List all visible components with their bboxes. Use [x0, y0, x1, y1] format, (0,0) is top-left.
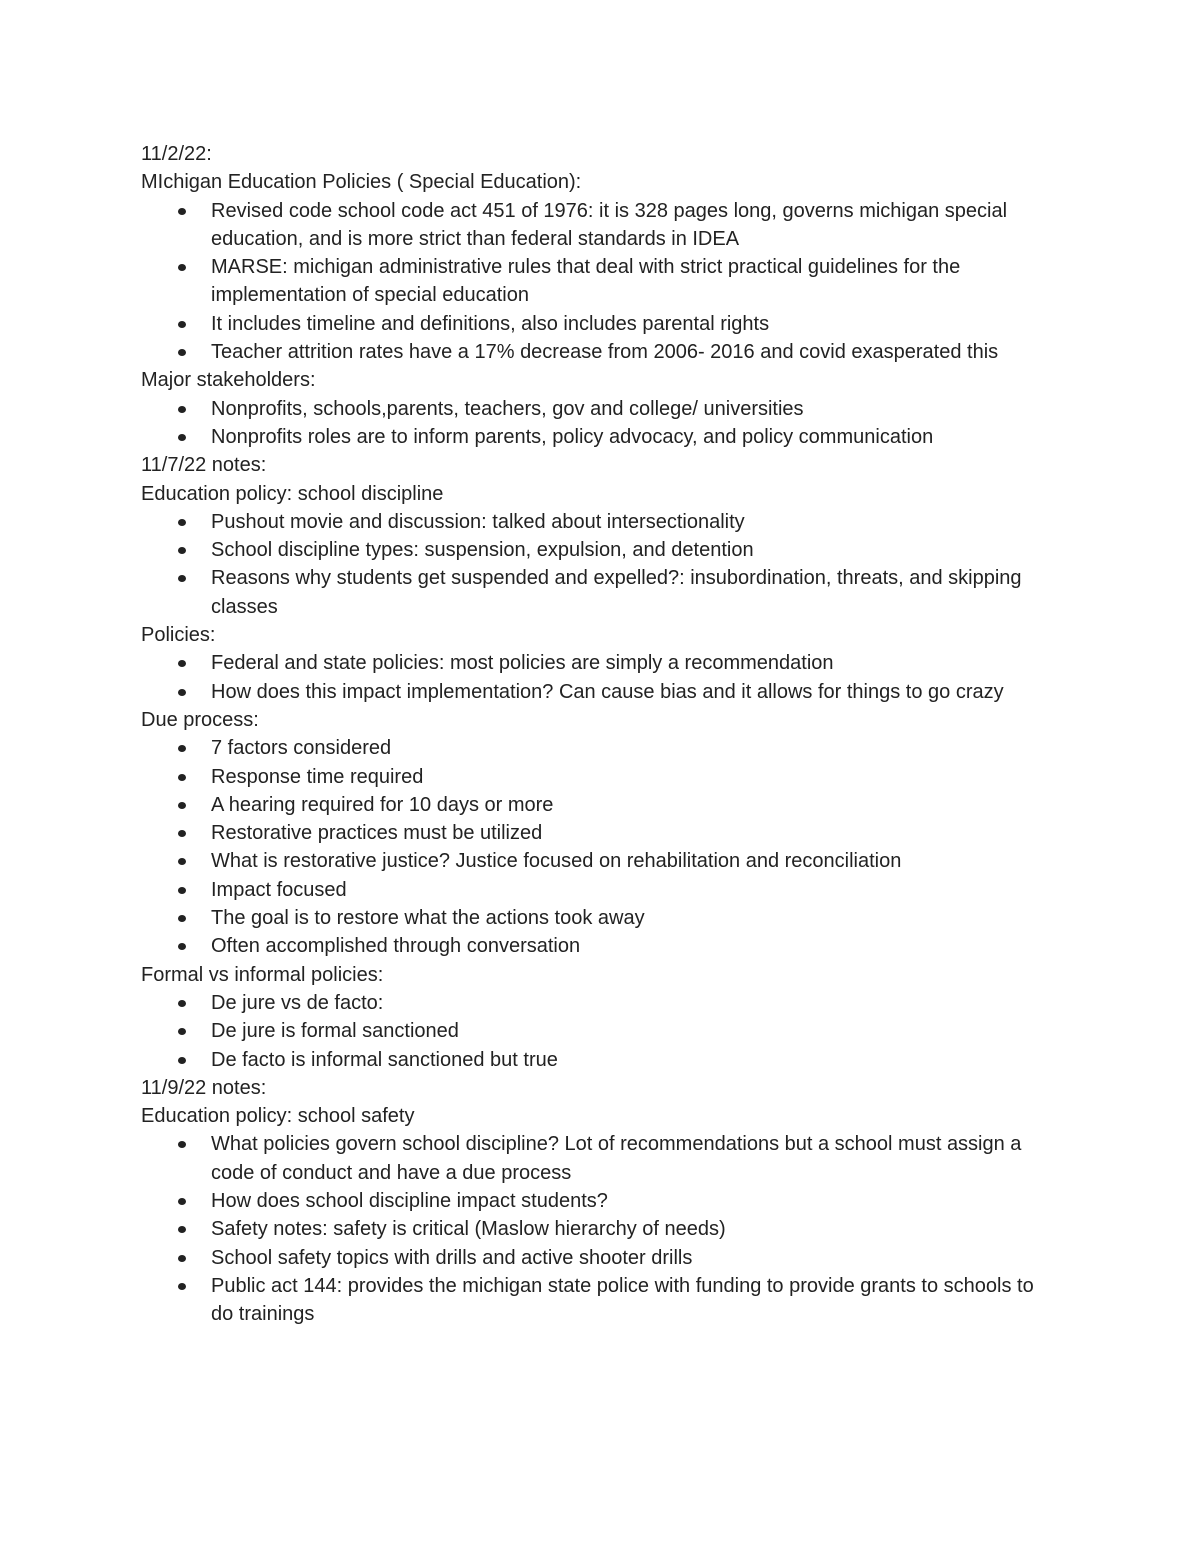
bullet-dot-icon [178, 406, 186, 413]
note-heading-line: Due process: [141, 708, 259, 731]
bullet-list [141, 734, 1041, 960]
list-item-text: What policies govern school discipline? Lot of recommendations but a school must assign a code of conduct and have a due process [211, 1133, 1022, 1184]
list-item-text: De jure vs de facto: [211, 991, 384, 1014]
note-heading-line: MIchigan Education Policies ( Special Education): [141, 171, 582, 194]
note-heading-line: 11/2/22: [141, 143, 212, 165]
list-item [141, 423, 1041, 451]
list-item-text: Often accomplished through conversation [211, 935, 581, 958]
list-item [141, 734, 1041, 762]
list-item-text: Restorative practices must be utilized [211, 822, 543, 845]
bullet-dot-icon [178, 321, 186, 328]
bullet-dot-icon [178, 774, 186, 781]
list-item [141, 310, 1041, 338]
bullet-dot-icon [178, 1226, 186, 1233]
list-item-text: MARSE: michigan administrative rules that deal with strict practical guidelines for the implementation of special education [211, 256, 961, 307]
list-item [141, 649, 1041, 677]
bullet-dot-icon [178, 547, 186, 554]
list-item-text: How does school discipline impact students? [211, 1189, 608, 1212]
bullet-dot-icon [178, 1283, 186, 1290]
list-item-text: Reasons why students get suspended and expelled?: insubordination, threats, and skipping classes [211, 567, 1022, 618]
list-item [141, 1130, 1041, 1187]
list-item-text: It includes timeline and definitions, also includes parental rights [211, 312, 770, 335]
list-item [141, 1215, 1041, 1243]
bullet-dot-icon [178, 830, 186, 837]
bullet-list [141, 395, 1041, 452]
list-item [141, 847, 1041, 875]
note-heading-line: Education policy: school discipline [141, 482, 444, 505]
bullet-dot-icon [178, 858, 186, 865]
notes-content [141, 140, 1041, 1328]
bullet-dot-icon [178, 1057, 186, 1064]
list-item [141, 819, 1041, 847]
list-item [141, 876, 1041, 904]
list-item-text: What is restorative justice? Justice focused on rehabilitation and reconciliation [211, 850, 902, 873]
list-item [141, 536, 1041, 564]
bullet-dot-icon [178, 943, 186, 950]
bullet-list [141, 508, 1041, 621]
note-heading-line: Education policy: school safety [141, 1105, 415, 1128]
bullet-dot-icon [178, 1255, 186, 1262]
list-item-text: Revised code school code act 451 of 1976: it is 328 pages long, governs michigan special education, and is more strict than federal standards in IDEA [211, 199, 1008, 250]
list-item-text: The goal is to restore what the actions took away [211, 907, 645, 930]
list-item-text: A hearing required for 10 days or more [211, 793, 554, 816]
bullet-dot-icon [178, 434, 186, 441]
bullet-dot-icon [178, 575, 186, 582]
bullet-list [141, 989, 1041, 1074]
list-item [141, 763, 1041, 791]
note-heading-line: Policies: [141, 624, 216, 647]
list-item-text: Safety notes: safety is critical (Maslow hierarchy of needs) [211, 1218, 726, 1241]
bullet-dot-icon [178, 745, 186, 752]
bullet-dot-icon [178, 1141, 186, 1148]
list-item [141, 395, 1041, 423]
bullet-dot-icon [178, 660, 186, 667]
list-item [141, 678, 1041, 706]
note-heading-line: 11/9/22 notes: [141, 1076, 267, 1099]
note-heading-line: Major stakeholders: [141, 369, 316, 392]
list-item [141, 791, 1041, 819]
bullet-list [141, 197, 1041, 367]
list-item-text: De jure is formal sanctioned [211, 1020, 459, 1043]
bullet-list [141, 649, 1041, 706]
list-item [141, 932, 1041, 960]
list-item [141, 338, 1041, 366]
bullet-dot-icon [178, 915, 186, 922]
bullet-dot-icon [178, 349, 186, 356]
bullet-dot-icon [178, 887, 186, 894]
bullet-list [141, 1130, 1041, 1328]
list-item-text: School safety topics with drills and active shooter drills [211, 1246, 693, 1269]
list-item-text: How does this impact implementation? Can cause bias and it allows for things to go crazy [211, 680, 1004, 703]
list-item [141, 904, 1041, 932]
list-item [141, 989, 1041, 1017]
list-item-text: School discipline types: suspension, expulsion, and detention [211, 539, 754, 562]
list-item-text: Nonprofits roles are to inform parents, policy advocacy, and policy communication [211, 425, 934, 448]
bullet-dot-icon [178, 1028, 186, 1035]
list-item-text: Public act 144: provides the michigan state police with funding to provide grants to schools to do trainings [211, 1274, 1034, 1326]
list-item-text: Federal and state policies: most policies are simply a recommendation [211, 652, 834, 675]
list-item-text: 7 factors considered [211, 737, 392, 760]
bullet-dot-icon [178, 1000, 186, 1007]
note-heading-line: Formal vs informal policies: [141, 963, 384, 986]
list-item-text: De facto is informal sanctioned but true [211, 1048, 558, 1071]
list-item [141, 564, 1041, 621]
bullet-dot-icon [178, 519, 186, 526]
list-item-text: Pushout movie and discussion: talked about intersectionality [211, 510, 745, 533]
note-heading-line: 11/7/22 notes: [141, 454, 267, 477]
list-item-text: Teacher attrition rates have a 17% decrease from 2006- 2016 and covid exasperated this [211, 341, 999, 364]
bullet-dot-icon [178, 208, 186, 215]
list-item-text: Response time required [211, 765, 424, 788]
bullet-dot-icon [178, 689, 186, 696]
bullet-dot-icon [178, 264, 186, 271]
list-item [141, 253, 1041, 310]
list-item [141, 1244, 1041, 1272]
list-item [141, 1046, 1041, 1074]
list-item [141, 1272, 1041, 1329]
list-item [141, 508, 1041, 536]
list-item [141, 1187, 1041, 1215]
list-item-text: Impact focused [211, 878, 347, 901]
bullet-dot-icon [178, 1198, 186, 1205]
bullet-dot-icon [178, 802, 186, 809]
list-item [141, 197, 1041, 254]
list-item [141, 1017, 1041, 1045]
list-item-text: Nonprofits, schools,parents, teachers, gov and college/ universities [211, 397, 804, 420]
